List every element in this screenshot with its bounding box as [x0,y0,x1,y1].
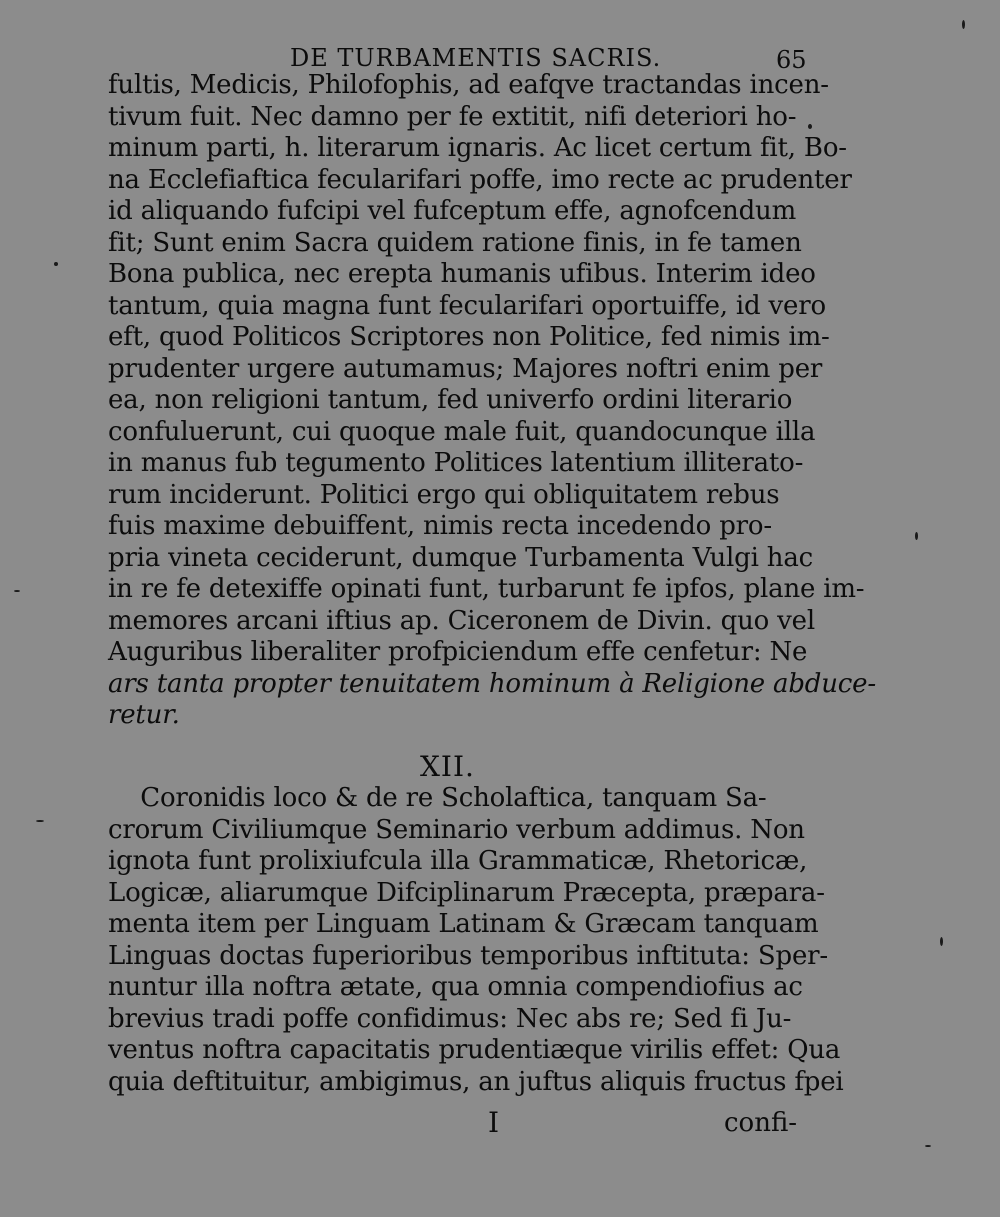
text-line: in re fe detexiffe opinati funt, turbarunt fe ipfos, plane im- [108,574,865,604]
paragraph-2 [108,783,844,1098]
scan-speck [14,590,20,592]
text-line: Linguas doctas fuperioribus temporibus inftituta: Sper- [108,940,828,971]
text-line: nuntur illa noftra ætate, qua omnia compendiofius ac [108,972,803,1002]
text-line: memores arcani iftius ap. Ciceronem de Divin. quo vel [108,605,815,636]
running-title: DE TURBAMENTIS SACRIS. [290,44,662,72]
text-line: id aliquando fufcipi vel fufceptum effe, agnofcendum [108,196,797,226]
text-line: Logicæ, aliarumque Difciplinarum Præcepta, præpara- [108,877,825,908]
scan-speck [915,532,918,540]
text-line: brevius tradi poffe confidimus: Nec abs re; Sed fi Ju- [108,1003,792,1034]
page-number: 65 [776,46,807,74]
text-line: tantum, quia magna funt fecularifari oportuiffe, id vero [108,290,826,321]
text-line: fit; Sunt enim Sacra quidem ratione finis, in fe tamen [108,227,802,258]
text-line: confuluerunt, cui quoque male fuit, quandocunque illa [108,416,816,447]
text-line: prudenter urgere autumamus; Majores noftri enim per [108,353,823,384]
text-line: Auguribus liberaliter profpiciendum effe cenfetur: Ne [108,637,808,667]
section-heading: XII. [420,750,475,783]
quote-line: retur. [108,700,180,730]
text-line: ea, non religioni tantum, fed univerfo ordini literario [108,385,793,415]
text-line: na Ecclefiaftica fecularifari poffe, imo recte ac prudenter [108,164,852,195]
text-line: ignota funt prolixiufcula illa Grammaticæ, Rhetoricæ, [108,846,808,876]
text-line: fuis maxime debuiffent, nimis recta incedendo pro- [108,511,772,541]
catchword: confi- [724,1108,798,1138]
text-line: quia deftituitur, ambigimus, an juftus aliquis fructus fpei [108,1066,844,1097]
scan-speck [925,1145,931,1147]
text-line: Bona publica, nec erepta humanis ufibus. Interim ideo [108,259,816,289]
text-line: in manus fub tegumento Politices latentium illiterato- [108,448,804,478]
text-line: ventus noftra capacitatis prudentiæque virilis effet: Qua [108,1035,841,1065]
scan-speck [940,937,943,946]
text-line: rum inciderunt. Politici ergo qui obliquitatem rebus [108,479,780,510]
scan-speck [962,20,965,29]
scan-speck [54,262,58,266]
text-line: menta item per Linguam Latinam & Græcam tanquam [108,909,819,939]
paragraph-1 [108,70,876,732]
text-line: minum parti, h. literarum ignaris. Ac licet certum fit, Bo- [108,133,847,163]
text-line: fultis, Medicis, Philofophis, ad eafqve tractandas incen- [108,70,829,100]
text-line: Coronidis loco & de re Scholaftica, tanquam Sa- [108,783,767,813]
signature-mark: I [488,1106,500,1139]
scan-speck [808,124,812,129]
quote-line: ars tanta propter tenuitatem hominum à Religione abduce- [108,668,876,699]
scan-speck [36,820,44,822]
text-line: tivum fuit. Nec damno per fe extitit, nifi deteriori ho- [108,101,797,132]
text-line: eft, quod Politicos Scriptores non Politice, fed nimis im- [108,322,830,352]
text-line: pria vineta ceciderunt, dumque Turbamenta Vulgi hac [108,542,814,573]
text-line: crorum Civiliumque Seminario verbum addimus. Non [108,814,805,845]
